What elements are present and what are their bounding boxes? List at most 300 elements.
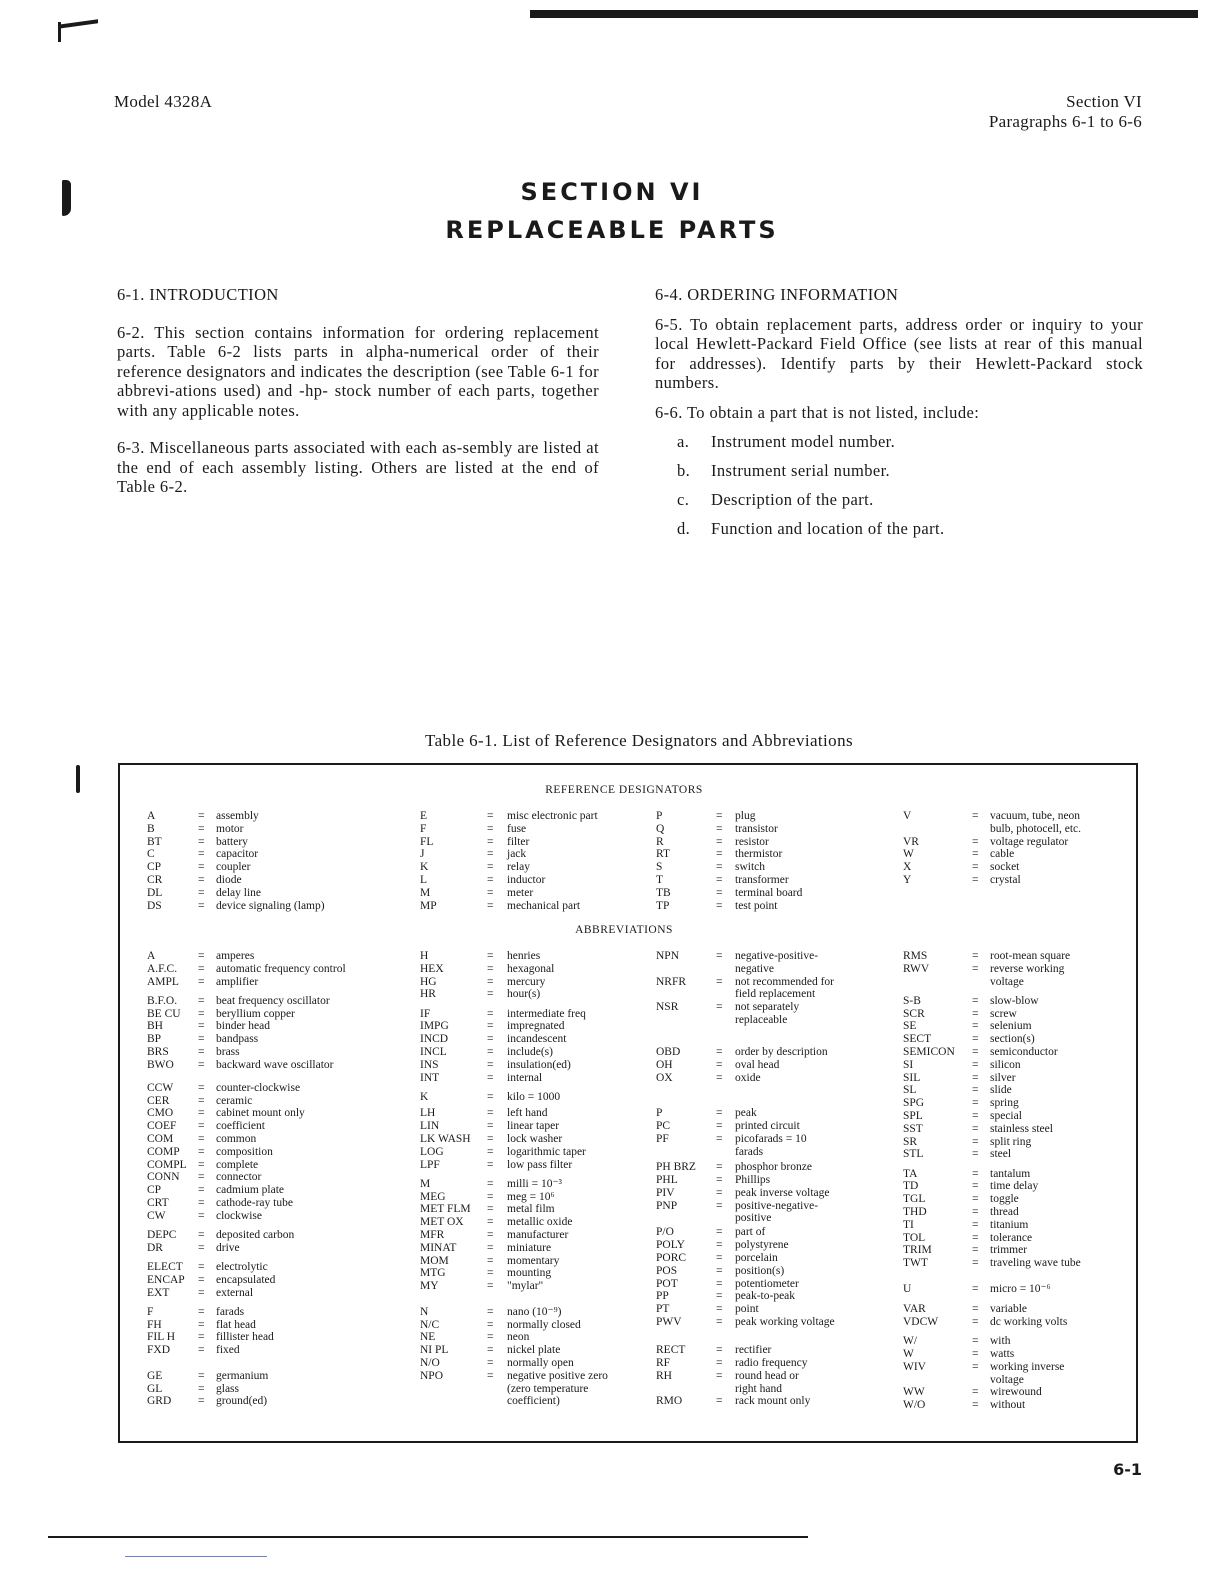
equals-sign: = [198, 1145, 205, 1158]
equals-sign: = [716, 835, 723, 848]
equals-sign: = [487, 1331, 494, 1344]
abbr-code: MET FLM [420, 1203, 471, 1216]
corner-mark [58, 19, 98, 29]
equals-sign: = [716, 1357, 723, 1370]
abbr-description: slow-blow [990, 994, 1039, 1007]
abbr-code: INT [420, 1071, 440, 1084]
abbr-code: THD [903, 1206, 927, 1218]
abbr-code: R [656, 835, 664, 848]
abbr-code: SEMICON [903, 1046, 955, 1058]
paragraph-6-2: 6-2. This section contains information for ordering replacement parts. Table 6-2 lists parts in alpha-numerical order of their reference designators and indicates the description (see Table 6-1 for abbrevi-ations used) and -hp- stock number of each parts, together with any applicable notes. [117, 322, 599, 420]
abbr-code: PHL [656, 1174, 678, 1186]
equals-sign: = [198, 1382, 205, 1395]
abbr-code: Y [903, 874, 912, 886]
abbr-description: porcelain [735, 1252, 778, 1265]
table-caption: Table 6-1. List of Reference Designators and Abbreviations [425, 731, 853, 750]
equals-sign: = [487, 1357, 494, 1370]
equals-sign: = [198, 1184, 205, 1197]
section-subtitle: REPLACEABLE PARTS [445, 216, 779, 244]
abbr-description: external [216, 1286, 254, 1299]
equals-sign: = [487, 1241, 494, 1254]
abbr-code: M [420, 1177, 431, 1190]
abbr-code: PWV [656, 1316, 682, 1329]
list-item: b. Instrument serial number. [677, 461, 891, 480]
abbr-description: reverse working voltage [990, 962, 1065, 988]
abbr-code: RMO [656, 1395, 683, 1408]
section-header: Section VI [1066, 92, 1142, 111]
equals-sign: = [198, 1229, 205, 1242]
abbr-description: peak-to-peak [735, 1290, 796, 1303]
equals-sign: = [198, 1158, 205, 1171]
abbr-code: N/C [420, 1318, 440, 1331]
equals-sign: = [972, 1257, 979, 1270]
equals-sign: = [972, 1206, 979, 1218]
abbr-code: TP [656, 899, 670, 912]
equals-sign: = [487, 874, 494, 886]
equals-sign: = [972, 1386, 979, 1399]
equals-sign: = [198, 822, 205, 835]
equals-sign: = [487, 1058, 494, 1071]
abbr-description: amperes [216, 950, 255, 962]
equals-sign: = [972, 1135, 979, 1148]
equals-sign: = [716, 848, 723, 861]
abbr-code: DL [147, 886, 163, 899]
equals-sign: = [198, 1241, 205, 1254]
equals-sign: = [487, 1305, 494, 1318]
equals-sign: = [716, 1046, 723, 1058]
abbr-description: rectifier [735, 1344, 772, 1357]
abbr-code: AMPL [147, 975, 179, 988]
abbr-description: bandpass [216, 1033, 259, 1046]
abbr-description: composition [216, 1145, 273, 1158]
equals-sign: = [972, 1399, 979, 1412]
abbr-description: kilo = 1000 [507, 1090, 561, 1103]
equals-sign: = [716, 1369, 723, 1382]
abbr-description: complete [216, 1158, 259, 1171]
equals-sign: = [716, 975, 723, 988]
abbr-description: screw [990, 1007, 1017, 1020]
abbr-code: W/O [903, 1399, 926, 1412]
equals-sign: = [198, 1331, 205, 1344]
abbr-code: SCR [903, 1007, 925, 1020]
abbr-description: point [735, 1303, 759, 1316]
abbr-description: split ring [990, 1135, 1032, 1148]
abbr-description: linear taper [507, 1120, 560, 1133]
equals-sign: = [198, 975, 205, 988]
equals-sign: = [972, 835, 979, 848]
abbr-code: SPL [903, 1110, 923, 1122]
abbr-code: S [656, 861, 663, 874]
abbr-code: X [903, 861, 912, 874]
abbr-code: POS [656, 1264, 678, 1277]
abbr-code: STL [903, 1148, 924, 1161]
abbr-code: MOM [420, 1254, 449, 1267]
abbr-code: COM [147, 1133, 174, 1146]
abbr-code: BE CU [147, 1007, 181, 1020]
abbr-code: EXT [147, 1286, 170, 1299]
abbr-description: electrolytic [216, 1261, 268, 1274]
abbr-description: mounting [507, 1267, 552, 1280]
paragraph-6-6: 6-6. To obtain a part that is not listed, include: [655, 402, 980, 422]
abbr-code: W/ [903, 1335, 918, 1348]
abbr-code: CER [147, 1094, 170, 1107]
abbr-description: switch [735, 861, 766, 874]
abbr-description: encapsulated [216, 1273, 276, 1286]
abbr-code: RH [656, 1369, 672, 1382]
abbr-description: cadmium plate [216, 1184, 285, 1197]
abbr-description: motor [216, 822, 244, 835]
abbr-description: metallic oxide [507, 1216, 573, 1229]
abbr-code: RMS [903, 950, 928, 962]
equals-sign: = [972, 1071, 979, 1084]
abbr-description: assembly [216, 810, 259, 822]
equals-sign: = [972, 962, 979, 975]
abbr-code: CRT [147, 1197, 169, 1210]
equals-sign: = [972, 1244, 979, 1257]
abbr-description: connector [216, 1171, 262, 1184]
abbreviations-table [0, 950, 1224, 1430]
abbr-code: DR [147, 1241, 163, 1254]
equals-sign: = [487, 1203, 494, 1216]
ordering-heading: 6-4. ORDERING INFORMATION [655, 285, 899, 304]
abbr-code: SIL [903, 1071, 921, 1084]
abbr-code: OH [656, 1058, 673, 1071]
equals-sign: = [198, 1305, 205, 1318]
abbr-code: TRIM [903, 1244, 932, 1257]
equals-sign: = [198, 950, 205, 962]
abbr-description: root-mean square [990, 950, 1071, 962]
equals-sign: = [487, 1229, 494, 1242]
equals-sign: = [198, 1261, 205, 1274]
abbr-code: B.F.O. [147, 994, 178, 1007]
abbr-description: oval head [735, 1058, 780, 1071]
abbr-code: POLY [656, 1239, 685, 1252]
equals-sign: = [487, 1090, 494, 1103]
abbr-description: binder head [216, 1020, 270, 1033]
abbr-code: PH BRZ [656, 1161, 696, 1174]
abbr-code: TWT [903, 1257, 928, 1270]
equals-sign: = [487, 1369, 494, 1382]
abbr-description: neon [507, 1331, 530, 1344]
right-column [655, 285, 1143, 548]
abbr-code: CR [147, 874, 163, 886]
abbr-code: F [147, 1305, 154, 1318]
equals-sign: = [716, 1303, 723, 1316]
intro-heading: 6-1. INTRODUCTION [117, 285, 279, 304]
abbr-description: misc electronic part [507, 810, 598, 822]
equals-sign: = [198, 874, 205, 886]
abbr-code: SPG [903, 1097, 925, 1110]
abbr-description: polystyrene [735, 1239, 789, 1252]
abbr-code: SL [903, 1084, 917, 1097]
abbr-description: tolerance [990, 1231, 1033, 1244]
ref-designators-heading: REFERENCE DESIGNATORS [545, 784, 703, 796]
abbr-code: IF [420, 1007, 431, 1020]
abbr-description: metal film [507, 1203, 555, 1216]
abbr-code: TA [903, 1167, 918, 1180]
equals-sign: = [487, 1344, 494, 1357]
abbr-description: positive-negative- positive [735, 1199, 819, 1225]
equals-sign: = [487, 1190, 494, 1203]
abbr-code: BT [147, 835, 162, 848]
equals-sign: = [487, 1020, 494, 1033]
abbr-description: printed circuit [735, 1120, 800, 1133]
abbr-code: SR [903, 1135, 918, 1148]
abbr-code: B [147, 822, 155, 835]
abbr-description: nano (10⁻⁹) [507, 1305, 562, 1318]
abbr-code: MFR [420, 1229, 445, 1242]
abbr-description: micro = 10⁻⁶ [990, 1282, 1051, 1295]
abbr-code: TGL [903, 1193, 926, 1206]
abbr-code: RT [656, 848, 671, 861]
abbr-code: DS [147, 899, 162, 912]
abbr-code: PNP [656, 1199, 678, 1212]
abbr-code: M [420, 886, 431, 899]
equals-sign: = [198, 1133, 205, 1146]
equals-sign: = [487, 1267, 494, 1280]
abbr-code: DEPC [147, 1229, 177, 1242]
equals-sign: = [716, 950, 723, 962]
abbr-code: COEF [147, 1120, 177, 1133]
abbr-description: ground(ed) [216, 1395, 268, 1408]
abbr-code: MP [420, 899, 437, 912]
abbr-code: CONN [147, 1171, 180, 1184]
equals-sign: = [487, 1254, 494, 1267]
equals-sign: = [716, 1186, 723, 1199]
abbr-description: titanium [990, 1218, 1029, 1231]
abbr-description: "mylar" [507, 1280, 544, 1293]
abbr-code: LK WASH [420, 1133, 471, 1146]
equals-sign: = [198, 1395, 205, 1408]
equals-sign: = [198, 848, 205, 861]
abbr-description: manufacturer [507, 1229, 569, 1242]
equals-sign: = [972, 1303, 979, 1316]
equals-sign: = [716, 810, 723, 822]
abbr-code: CW [147, 1209, 166, 1222]
equals-sign: = [716, 874, 723, 886]
abbr-description: cabinet mount only [216, 1107, 305, 1120]
top-rule [530, 10, 1198, 18]
abbr-description: variable [990, 1303, 1028, 1316]
abbr-description: farads [216, 1305, 245, 1318]
abbr-code: MET OX [420, 1216, 464, 1229]
equals-sign: = [198, 835, 205, 848]
abbr-description: cable [990, 848, 1015, 861]
equals-sign: = [972, 1180, 979, 1193]
abbr-description: nickel plate [507, 1344, 561, 1357]
abbr-code: FIL H [147, 1331, 176, 1344]
abbr-description: vacuum, tube, neon bulb, photocell, etc. [990, 810, 1082, 835]
equals-sign: = [487, 1318, 494, 1331]
equals-sign: = [716, 1290, 723, 1303]
abbr-description: logarithmic taper [507, 1145, 586, 1158]
equals-sign: = [198, 886, 205, 899]
abbr-description: oxide [735, 1071, 761, 1084]
equals-sign: = [487, 1107, 494, 1120]
abbr-description: diode [216, 874, 242, 886]
abbr-code: NRFR [656, 975, 687, 988]
abbr-description: cathode-ray tube [216, 1197, 293, 1210]
equals-sign: = [487, 1071, 494, 1084]
abbr-code: OX [656, 1071, 673, 1084]
abbr-code: HEX [420, 962, 444, 975]
abbr-code: V [903, 810, 912, 822]
equals-sign: = [972, 861, 979, 874]
abbr-description: mechanical part [507, 899, 581, 912]
abbr-description: peak inverse voltage [735, 1186, 830, 1199]
abbr-description: phosphor bronze [735, 1161, 812, 1174]
abbr-description: beryllium copper [216, 1007, 295, 1020]
equals-sign: = [716, 1174, 723, 1186]
abbr-code: NE [420, 1331, 436, 1344]
abbr-description: low pass filter [507, 1158, 573, 1171]
abbr-code: RWV [903, 962, 930, 975]
equals-sign: = [198, 1120, 205, 1133]
abbr-description: incandescent [507, 1033, 567, 1046]
equals-sign: = [716, 1001, 723, 1014]
abbr-description: negative positive zero (zero temperature coefficient) [507, 1369, 608, 1408]
equals-sign: = [716, 1133, 723, 1146]
abbr-description: relay [507, 861, 530, 874]
equals-sign: = [198, 1273, 205, 1286]
abbr-description: fuse [507, 822, 527, 835]
equals-sign: = [716, 1395, 723, 1408]
abbr-code: PP [656, 1290, 669, 1303]
abbr-description: insulation(ed) [507, 1058, 571, 1071]
abbr-code: Q [656, 822, 665, 835]
abbr-description: mercury [507, 975, 546, 988]
abbr-description: normally open [507, 1357, 574, 1370]
equals-sign: = [487, 1007, 494, 1020]
equals-sign: = [487, 822, 494, 835]
abbr-description: semiconductor [990, 1046, 1058, 1058]
equals-sign: = [487, 899, 494, 912]
abbr-description: negative-positive- negative [735, 950, 819, 975]
abbr-code: NI PL [420, 1344, 449, 1357]
abbr-code: TB [656, 886, 671, 899]
abbr-description: round head or right hand [735, 1369, 799, 1395]
abbr-code: PC [656, 1120, 671, 1133]
abbr-description: not separately replaceable [735, 1001, 800, 1026]
equals-sign: = [716, 1107, 723, 1120]
abbr-description: backward wave oscillator [216, 1058, 334, 1071]
abbr-code: NPN [656, 950, 680, 962]
abbr-code: HG [420, 975, 437, 988]
page-number: 6-1 [1113, 1460, 1142, 1479]
equals-sign: = [716, 1264, 723, 1277]
abbr-description: brass [216, 1046, 240, 1058]
abbr-code: BP [147, 1033, 162, 1046]
equals-sign: = [198, 1209, 205, 1222]
abbr-description: hexagonal [507, 962, 555, 975]
abbr-code: FL [420, 835, 434, 848]
equals-sign: = [198, 861, 205, 874]
paragraphs-header: Paragraphs 6-1 to 6-6 [988, 112, 1142, 131]
abbr-description: battery [216, 835, 248, 848]
abbr-description: tantalum [990, 1167, 1031, 1180]
equals-sign: = [198, 1058, 205, 1071]
abbr-description: rack mount only [735, 1395, 811, 1408]
abbr-code: MTG [420, 1267, 446, 1280]
abbr-description: coupler [216, 861, 251, 874]
equals-sign: = [487, 1280, 494, 1293]
abbr-code: CMO [147, 1107, 174, 1120]
abbr-description: special [990, 1110, 1022, 1122]
abbr-code: COMP [147, 1145, 180, 1158]
abbr-code: SECT [903, 1033, 932, 1046]
abbr-description: amplifier [216, 975, 259, 988]
abbr-description: left hand [507, 1107, 548, 1120]
abbr-code: LH [420, 1107, 436, 1120]
equals-sign: = [972, 1282, 979, 1295]
abbr-description: resistor [735, 835, 769, 848]
equals-sign: = [972, 848, 979, 861]
abbr-description: transistor [735, 822, 778, 835]
equals-sign: = [487, 886, 494, 899]
equals-sign: = [716, 1058, 723, 1071]
abbr-description: position(s) [735, 1264, 785, 1277]
equals-sign: = [487, 1216, 494, 1229]
abbr-code: ELECT [147, 1261, 183, 1274]
equals-sign: = [972, 1316, 979, 1329]
equals-sign: = [716, 1239, 723, 1252]
equals-sign: = [716, 1316, 723, 1329]
abbr-code: K [420, 861, 429, 874]
abbr-code: LIN [420, 1120, 440, 1133]
equals-sign: = [972, 1193, 979, 1206]
equals-sign: = [716, 1277, 723, 1290]
abbr-code: INS [420, 1058, 439, 1071]
abbr-description: jack [507, 848, 527, 861]
equals-sign: = [487, 810, 494, 822]
equals-sign: = [716, 1252, 723, 1265]
abbr-description: dc working volts [990, 1316, 1068, 1329]
abbr-code: H [420, 950, 429, 962]
abbr-code: PORC [656, 1252, 687, 1265]
abbr-description: deposited carbon [216, 1229, 295, 1242]
abbr-code: NPO [420, 1369, 444, 1382]
abbr-code: MY [420, 1280, 439, 1293]
abbr-description: time delay [990, 1180, 1039, 1193]
abbr-code: VR [903, 835, 919, 848]
equals-sign: = [487, 988, 494, 1001]
abbr-description: glass [216, 1382, 239, 1395]
abbr-code: BWO [147, 1058, 174, 1071]
abbr-description: thermistor [735, 848, 783, 861]
abbr-code: FH [147, 1318, 162, 1331]
abbr-code: MINAT [420, 1241, 457, 1254]
abbr-code: T [656, 874, 664, 886]
abbr-description: picofarads = 10 farads [735, 1133, 807, 1158]
abbr-description: silver [990, 1071, 1016, 1084]
abbr-code: RF [656, 1357, 671, 1370]
equals-sign: = [487, 1046, 494, 1058]
equals-sign: = [972, 1335, 979, 1348]
abbr-description: watts [990, 1348, 1015, 1361]
equals-sign: = [972, 1218, 979, 1231]
abbr-code: IMPG [420, 1020, 449, 1033]
equals-sign: = [716, 822, 723, 835]
equals-sign: = [972, 950, 979, 962]
abbr-code: VDCW [903, 1316, 939, 1329]
abbr-code: BRS [147, 1046, 169, 1058]
equals-sign: = [198, 1046, 205, 1058]
abbr-description: traveling wave tube [990, 1257, 1081, 1270]
equals-sign: = [972, 1122, 979, 1135]
equals-sign: = [716, 861, 723, 874]
equals-sign: = [972, 1148, 979, 1161]
abbr-code: L [420, 874, 428, 886]
